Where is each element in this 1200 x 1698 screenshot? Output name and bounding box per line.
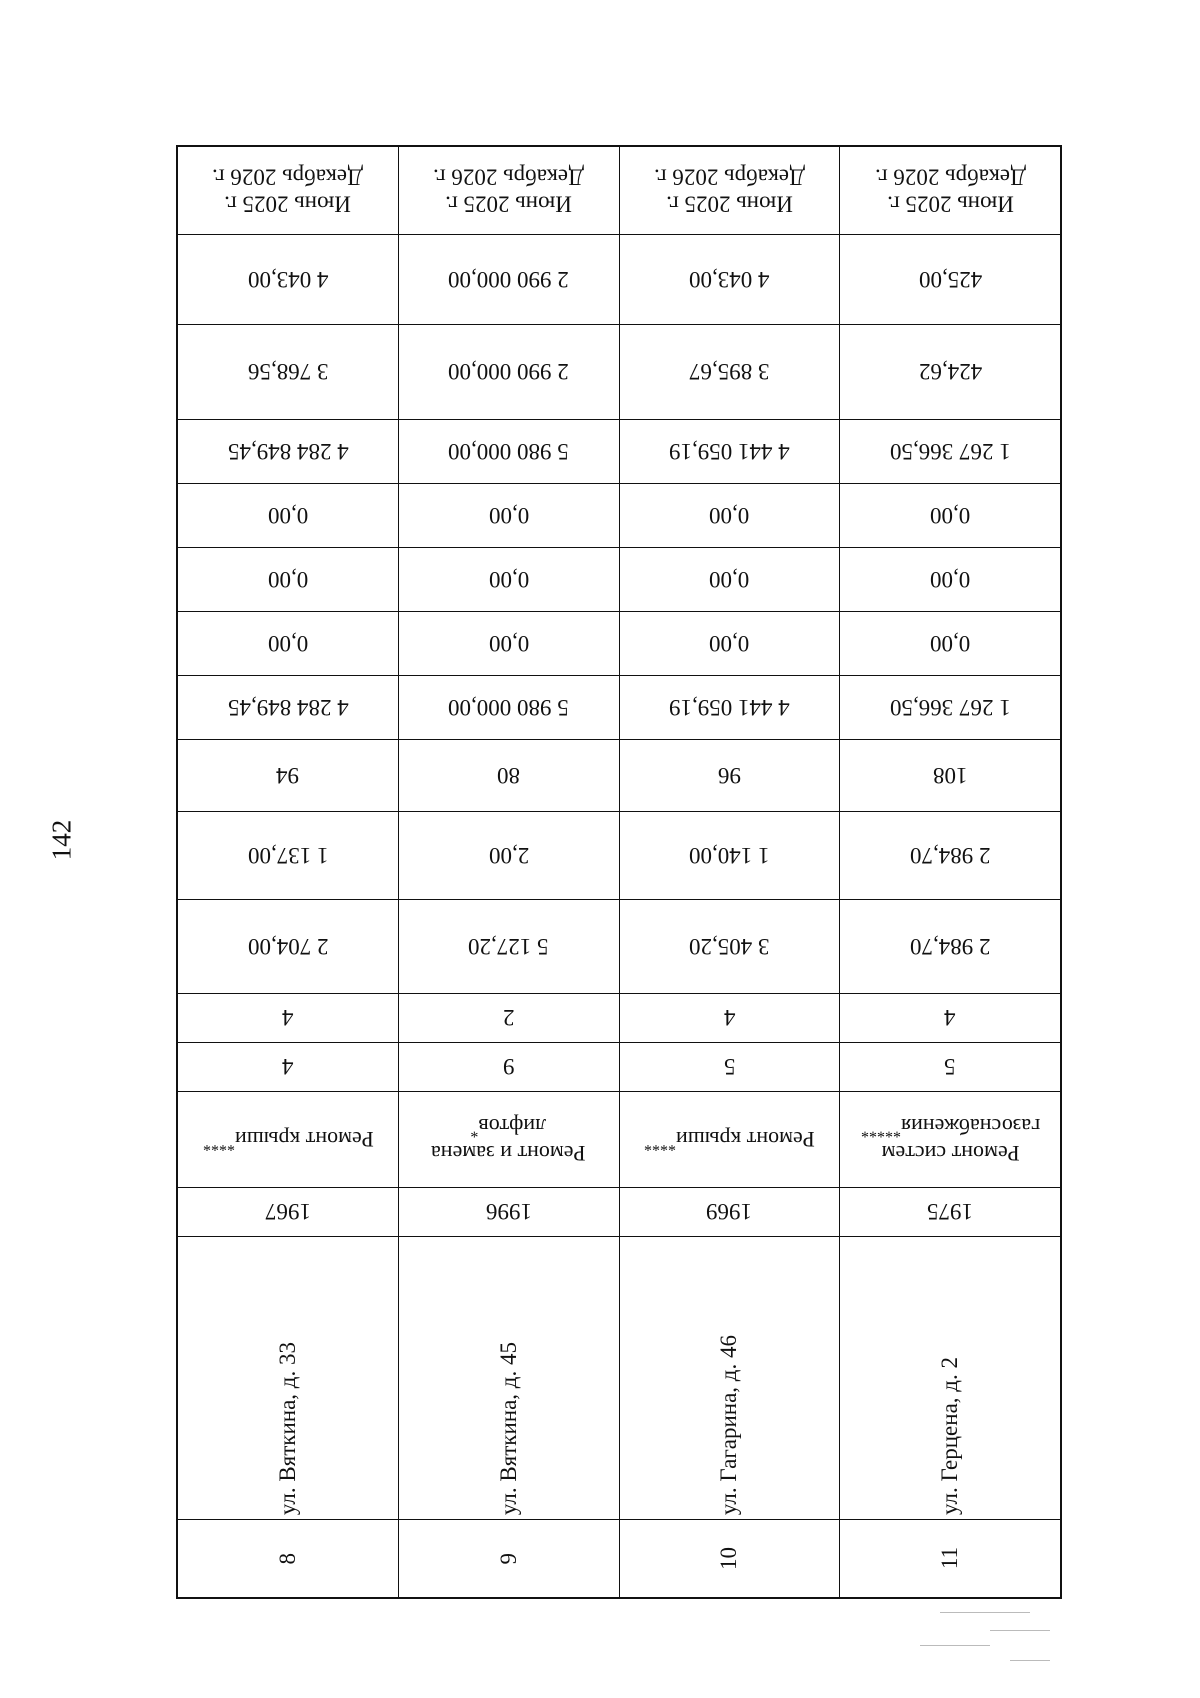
table-cell (620, 676, 841, 739)
cell-value: 1 137,00 (247, 843, 329, 869)
cell-value: 2,00 (488, 843, 529, 869)
cell-value: 3 405,20 (689, 934, 770, 960)
cell-value: 0,00 (267, 631, 308, 657)
period-start: Июнь 2025 г. (224, 191, 352, 217)
cell-value: 4 284 849,45 (227, 439, 349, 465)
cell-value: 2 984,70 (909, 843, 991, 869)
table-cell (620, 235, 841, 324)
cell-value: 96 (717, 763, 741, 789)
table-cell (178, 484, 399, 547)
table-cell (840, 235, 1060, 324)
table-cell (178, 548, 399, 611)
period-end: Декабрь 2026 г. (874, 164, 1026, 190)
table-row-number (178, 1520, 1060, 1597)
row-number: 9 (495, 1552, 521, 1565)
table-cell (178, 325, 399, 419)
cell-value: 9 (502, 1054, 515, 1080)
cell-value: 2 990 000,00 (448, 267, 569, 293)
period-start: Июнь 2025 г. (445, 191, 572, 217)
table-cell (399, 235, 620, 324)
table-row-entrances (178, 994, 1060, 1043)
footnote-mark: ***** (860, 1123, 901, 1141)
cell-value: 3 895,67 (689, 359, 770, 385)
period-start: Июнь 2025 г. (666, 191, 793, 217)
table-cell (399, 740, 620, 811)
table-cell (620, 1092, 841, 1187)
table-cell (840, 900, 1060, 993)
table-cell (840, 420, 1060, 483)
table-cell (840, 1092, 1060, 1187)
cell-value: 2 704,00 (247, 934, 329, 960)
table-cell (840, 548, 1060, 611)
table-cell (178, 147, 399, 234)
table-cell (620, 994, 841, 1042)
cell-value: 4 (282, 1005, 294, 1031)
table-cell (178, 1520, 399, 1597)
table-cell (840, 1188, 1060, 1236)
table-cell (840, 740, 1060, 811)
table-cell (178, 994, 399, 1042)
cell-value: 4 (723, 1005, 736, 1031)
table-cell (840, 812, 1060, 899)
footnote-mark: **** (644, 1136, 677, 1154)
work-type-line2: лифтов (478, 1113, 547, 1139)
table-cell (178, 1188, 399, 1236)
cell-value: 0,00 (488, 567, 529, 593)
row-number: 11 (937, 1547, 963, 1570)
table-row-year-built (178, 1188, 1060, 1237)
table-cell (178, 740, 399, 811)
cell-value: 0,00 (709, 631, 750, 657)
page-number: 142 (46, 819, 77, 861)
table-cell (399, 325, 620, 419)
table-cell (840, 1237, 1060, 1519)
cell-value: 4 043,00 (247, 267, 329, 293)
cell-value: 1 140,00 (689, 843, 770, 869)
cell-value: 5 (723, 1054, 736, 1080)
table-cell (840, 612, 1060, 675)
cell-value: 1 267 366,50 (889, 439, 1011, 465)
footnote-mark: **** (202, 1136, 235, 1154)
table-row-fund-b (178, 548, 1060, 612)
table-cell (178, 1092, 399, 1187)
table-row-unit-cost (178, 325, 1060, 420)
cell-value: 0,00 (709, 567, 750, 593)
cell-value: 0,00 (488, 631, 529, 657)
cell-value: 1975 (927, 1199, 974, 1225)
cell-value: 4 284 849,45 (227, 695, 349, 721)
table-cell (620, 1188, 841, 1236)
cell-value: 0,00 (930, 631, 971, 657)
table-cell (840, 325, 1060, 419)
table-cell (620, 1520, 841, 1597)
table-cell (178, 235, 399, 324)
table-row-fund-c (178, 612, 1060, 676)
table-cell (620, 612, 841, 675)
table-row-work-type (178, 1092, 1060, 1188)
period-start: Июнь 2025 г. (886, 191, 1014, 217)
table-cell (178, 1237, 399, 1519)
cell-value: 1996 (485, 1199, 532, 1225)
table-cell (840, 1520, 1060, 1597)
table-cell (620, 1237, 841, 1519)
works-table (176, 145, 1062, 1599)
table-cell (178, 1043, 399, 1091)
work-type-line1: Ремонт и замена (431, 1141, 586, 1167)
period-end: Декабрь 2026 г. (653, 164, 805, 190)
table-cell (399, 900, 620, 993)
address-text: ул. Вяткина, д. 33 (274, 1341, 300, 1515)
table-row-residents (178, 740, 1060, 812)
table-row-total (178, 420, 1060, 484)
work-type-line2: газоснабжения (900, 1113, 1040, 1139)
table-cell (178, 420, 399, 483)
cell-value: 5 980 000,00 (448, 439, 569, 465)
table-cell (178, 676, 399, 739)
table-cell (399, 1092, 620, 1187)
cell-value: 3 768,56 (247, 359, 329, 385)
table-row-address (178, 1237, 1060, 1520)
table-cell (840, 676, 1060, 739)
address-text: ул. Гагарина, д. 46 (716, 1334, 742, 1515)
table-cell (399, 612, 620, 675)
cell-value: 4 (944, 1005, 956, 1031)
table-cell (399, 420, 620, 483)
cell-value: 0,00 (267, 567, 308, 593)
cell-value: 4 (282, 1054, 294, 1080)
table-cell (620, 484, 841, 547)
address-text: ул. Герцена, д. 2 (937, 1357, 963, 1515)
table-cell (399, 676, 620, 739)
cell-value: 80 (497, 763, 521, 789)
work-type-line1: Ремонт систем (881, 1141, 1020, 1167)
table-cell (178, 900, 399, 993)
table-row-period (178, 147, 1060, 235)
table-row-cost-limit (178, 235, 1060, 325)
table-cell (840, 1043, 1060, 1091)
table-cell (620, 325, 841, 419)
cell-value: 0,00 (267, 503, 308, 529)
cell-value: 0,00 (488, 503, 529, 529)
table-cell (620, 420, 841, 483)
cell-value: 0,00 (709, 503, 750, 529)
table-cell (399, 1237, 620, 1519)
table-cell (620, 740, 841, 811)
row-number: 8 (274, 1552, 300, 1565)
table-cell (178, 612, 399, 675)
table-cell (620, 812, 841, 899)
table-row-fund-a (178, 484, 1060, 548)
cell-value: 108 (932, 763, 968, 789)
table-cell (399, 994, 620, 1042)
footnote-mark: * (470, 1123, 479, 1141)
cell-value: 2 (502, 1005, 515, 1031)
table-cell (399, 548, 620, 611)
cell-value: 4 441 059,19 (669, 695, 790, 721)
table-row-floors (178, 1043, 1060, 1092)
cell-value: 424,62 (918, 359, 982, 385)
cell-value: 4 441 059,19 (669, 439, 790, 465)
work-type-line1: Ремонт крыши (234, 1126, 374, 1152)
table-cell (840, 147, 1060, 234)
table-cell (620, 548, 841, 611)
cell-value: 1967 (264, 1199, 311, 1225)
cell-value: 4 043,00 (689, 267, 770, 293)
table-cell (620, 900, 841, 993)
cell-value: 0,00 (930, 503, 971, 529)
table-cell (620, 147, 841, 234)
cell-value: 1969 (706, 1199, 753, 1225)
cell-value: 94 (276, 763, 300, 789)
table-cell (399, 812, 620, 899)
cell-value: 5 980 000,00 (448, 695, 569, 721)
cell-value: 0,00 (930, 567, 971, 593)
cell-value: 2 990 000,00 (448, 359, 569, 385)
period-end: Декабрь 2026 г. (433, 164, 585, 190)
table-row-owners-funds (178, 676, 1060, 740)
period-end: Декабрь 2026 г. (212, 164, 364, 190)
table-cell (399, 1043, 620, 1091)
address-text: ул. Вяткина, д. 45 (495, 1341, 521, 1515)
table-cell (399, 484, 620, 547)
table-cell (620, 1043, 841, 1091)
row-number: 10 (716, 1547, 742, 1570)
cell-value: 5 127,20 (468, 934, 549, 960)
table-cell (840, 994, 1060, 1042)
cell-value: 1 267 366,50 (889, 695, 1011, 721)
table-cell (399, 147, 620, 234)
table-cell (399, 1520, 620, 1597)
cell-value: 2 984,70 (909, 934, 991, 960)
table-cell (178, 812, 399, 899)
cell-value: 425,00 (918, 267, 982, 293)
table-row-area-total (178, 900, 1060, 994)
table-row-area-living (178, 812, 1060, 900)
work-type-line1: Ремонт крыши (676, 1126, 815, 1152)
table-cell (840, 484, 1060, 547)
cell-value: 5 (944, 1054, 956, 1080)
table-cell (399, 1188, 620, 1236)
